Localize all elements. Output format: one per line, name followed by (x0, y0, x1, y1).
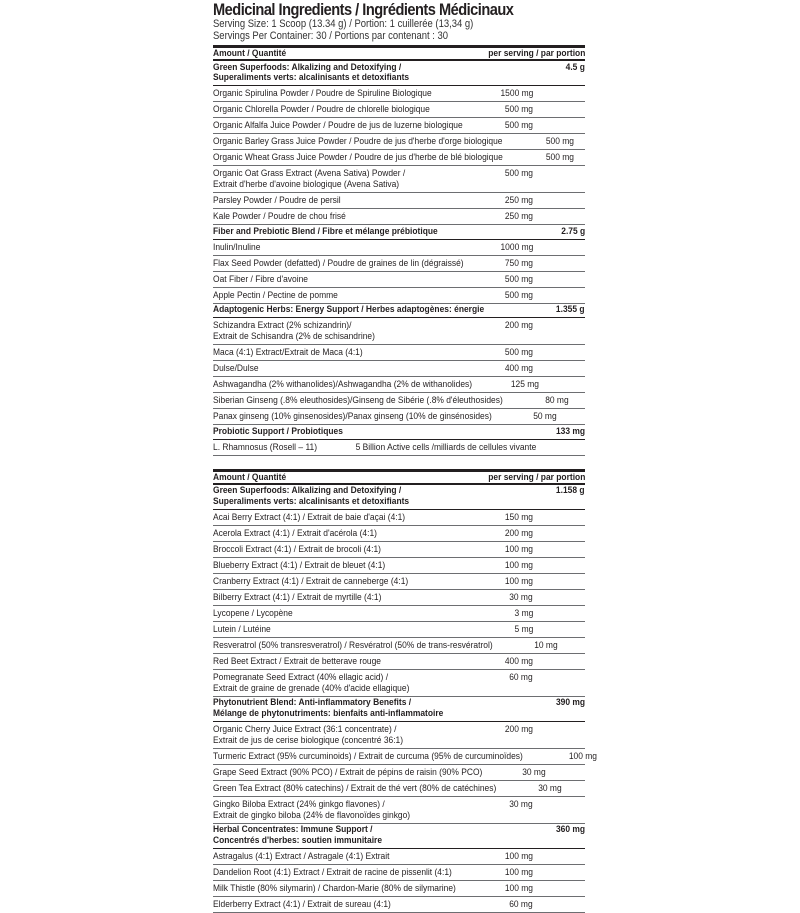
ingredient-amount-value: 3 mg (514, 607, 533, 619)
ingredient-name (213, 592, 477, 603)
text-line: Superaliments verts: alcalinisants et detoxifiants (213, 495, 410, 507)
ingredient-row (213, 393, 585, 409)
ingredient-table (213, 469, 598, 913)
ingredient-amount (477, 851, 585, 862)
text-line: Adaptogenic Herbs: Energy Support / Herbes adaptogènes: énergie (213, 304, 485, 315)
text-line: Flax Seed Powder (defatted) / Poudre de graines de lin (dégraissé) (213, 257, 464, 269)
ingredient-row (213, 345, 585, 361)
ingredient-name-text (213, 528, 377, 539)
ingredient-name-text (213, 195, 341, 206)
ingredient-amount-value: 200 mg (504, 723, 533, 735)
text-line: Inulin/Inuline (213, 241, 261, 253)
servings-per-container: Servings Per Container: 30 / Portions par contenant : 30 (213, 29, 449, 42)
ingredient-amount (477, 672, 585, 694)
ingredient-name (213, 656, 477, 667)
ingredient-amount (477, 512, 585, 523)
ingredient-name (213, 442, 331, 453)
ingredient-amount-value: 125 mg (511, 379, 540, 390)
ingredient-amount (542, 136, 626, 147)
ingredient-name (213, 799, 477, 821)
ingredient-amount (477, 211, 585, 222)
ingredient-name-text (213, 656, 381, 667)
ingredient-amount-value: 30 mg (509, 798, 533, 810)
ingredient-name-text (213, 867, 452, 878)
ingredient-name-text (213, 883, 456, 894)
text-line: Bilberry Extract (4:1) / Extrait de myrtille (4:1) (213, 591, 382, 603)
text-line: Broccoli Extract (4:1) / Extrait de brocoli (4:1) (213, 543, 381, 555)
ingredient-name (213, 883, 489, 894)
ingredient-name-text (213, 395, 503, 406)
ingredient-name (213, 211, 477, 222)
text-line: Organic Chlorella Powder / Poudre de chlorelle biologique (213, 104, 430, 115)
ingredient-amount-value: 500 mg (504, 289, 533, 301)
ingredient-name-text (213, 724, 403, 746)
ingredient-row (213, 240, 585, 256)
section-header-row (213, 425, 585, 440)
ingredient-name (213, 168, 477, 190)
ingredient-amount-value: 400 mg (504, 655, 533, 667)
ingredient-name (213, 88, 477, 99)
ingredient-amount-value: 10 mg (533, 639, 558, 651)
ingredient-amount (530, 411, 609, 422)
ingredient-row (213, 86, 585, 102)
ingredient-amount-value: 100 mg (504, 850, 533, 862)
text-line: Maca (4:1) Extract/Extrait de Maca (4:1) (213, 347, 363, 358)
ingredient-amount-value: 100 mg (504, 866, 533, 878)
text-line: Blueberry Extract (4:1) / Extrait de bleuet (4:1) (213, 559, 386, 571)
ingredient-amount-value: 400 mg (504, 363, 533, 374)
ingredient-row (213, 361, 585, 377)
ingredient-amount (477, 320, 585, 342)
ingredient-amount (477, 656, 585, 667)
ingredient-amount (477, 347, 585, 358)
ingredient-name-text (213, 320, 375, 342)
text-line: Phytonutrient Blend: Anti-inflammatory Benefits / (213, 697, 412, 708)
ingredient-name-text (213, 799, 410, 821)
ingredient-name (213, 512, 477, 523)
ingredient-amount (477, 363, 585, 374)
ingredient-amount-value: 30 mg (538, 782, 562, 794)
ingredient-row (213, 670, 585, 697)
section-total-value: 133 mg (555, 425, 585, 437)
text-line: Mélange de phytonutriments: bienfaits anti-inflammatoire (213, 707, 444, 719)
section-title (213, 825, 552, 846)
ingredient-name (213, 867, 484, 878)
section-title-text (213, 305, 484, 316)
ingredient-name-text (213, 104, 430, 115)
ingredient-amount (477, 592, 585, 603)
ingredient-amount (565, 751, 649, 762)
ingredient-row (213, 749, 598, 765)
ingredient-name (213, 899, 477, 910)
ingredient-row (213, 654, 585, 670)
ingredient-amount-value: 200 mg (504, 527, 533, 539)
ingredient-name-text (213, 576, 408, 587)
text-line: Extrait de Schisandra (2% de schisandrine) (213, 331, 375, 342)
ingredient-row (213, 849, 585, 865)
section-title-text (213, 427, 343, 438)
table-header-row (213, 48, 585, 61)
text-line: Panax ginseng (10% ginsenosides)/Panax ginseng (10% de ginsénosides) (213, 411, 492, 422)
text-line: Concentrés d'herbes: soutien immunitaire (213, 834, 383, 846)
ingredient-row (213, 118, 585, 134)
ingredient-row (213, 209, 585, 225)
ingredient-name (213, 347, 477, 358)
text-line: Resveratrol (50% transresveratrol) / Resvératrol (50% de trans-resvératrol) (213, 639, 493, 651)
ingredient-name-text (213, 751, 523, 762)
section-title (213, 63, 563, 84)
ingredient-name (213, 560, 477, 571)
text-line: Acerola Extract (4:1) / Extrait d'acérola (4:1) (213, 527, 377, 539)
ingredient-name (213, 363, 477, 374)
ingredient-name-text (213, 290, 338, 301)
ingredient-amount (477, 242, 585, 253)
text-line: Organic Oat Grass Extract (Avena Sativa) Powder / (213, 168, 406, 179)
ingredient-row (213, 622, 585, 638)
ingredient-amount-value: 100 mg (504, 575, 533, 587)
text-line: Gingko Biloba Extract (24% ginkgo flavones) / (213, 798, 385, 810)
text-line: Extrait d'herbe d'avoine biologique (Avena Sativa) (213, 179, 400, 190)
ingredient-name-text (213, 851, 389, 862)
text-line: Green Superfoods: Alkalizing and Detoxifying / (213, 61, 402, 73)
ingredient-amount-value: 500 mg (504, 104, 533, 115)
ingredient-amount (498, 258, 585, 269)
ingredient-row (213, 606, 585, 622)
ingredient-name (213, 136, 542, 147)
ingredient-name (213, 724, 477, 746)
section-total (563, 63, 585, 84)
ingredient-name (213, 608, 477, 619)
ingredient-amount-value: 500 mg (504, 120, 533, 131)
ingredient-name-text (213, 544, 381, 555)
ingredient-name (213, 290, 477, 301)
ingredient-amount-value: 750 mg (504, 257, 533, 269)
ingredient-row (213, 722, 585, 749)
section-total-value: 2.75 g (561, 225, 585, 237)
text-line: Red Beet Extract / Extrait de betterave rouge (213, 655, 382, 667)
ingredient-name (213, 672, 477, 694)
ingredient-name (213, 544, 477, 555)
ingredient-amount-value: 100 mg (504, 882, 533, 894)
ingredient-name-text (213, 363, 259, 374)
ingredient-name-text (213, 640, 493, 651)
column-header-per-serving: per serving / par portion (487, 471, 585, 483)
ingredient-row (213, 272, 585, 288)
text-line: Milk Thistle (80% silymarin) / Chardon-Marie (80% de silymarine) (213, 882, 456, 894)
section-header-row (213, 61, 585, 86)
ingredient-name-text (213, 442, 317, 453)
text-line: Extrait de gingko biloba (24% de flavonoïdes ginkgo) (213, 809, 411, 821)
text-line: Parsley Powder / Poudre de persil (213, 195, 341, 206)
ingredient-name (213, 379, 507, 390)
ingredient-row (213, 510, 585, 526)
ingredient-amount-value: 60 mg (509, 898, 533, 910)
ingredient-amount-value: 500 mg (504, 273, 533, 285)
ingredient-name (213, 411, 530, 422)
section-total (552, 825, 585, 846)
text-line: Probiotic Support / Probiotiques (213, 425, 343, 437)
table-gap (213, 456, 585, 469)
ingredient-amount (477, 608, 585, 619)
ingredient-amount (535, 783, 614, 794)
ingredient-name-text (213, 560, 385, 571)
text-line: Turmeric Extract (95% curcuminoids) / Extrait de curcuma (95% de curcuminoïdes) (213, 750, 523, 762)
ingredient-amount-value: 200 mg (504, 320, 533, 331)
ingredient-amount (477, 195, 585, 206)
text-line: Kale Powder / Poudre de chou frisé (213, 211, 346, 222)
section-title-text (213, 698, 443, 719)
section-total-value: 4.5 g (565, 61, 585, 73)
section-title-text (213, 63, 409, 84)
ingredient-name-text (213, 152, 503, 163)
ingredient-name-text (213, 347, 363, 358)
section-header-row (213, 824, 585, 849)
ingredient-name-text (213, 211, 346, 222)
section-total-value: 360 mg (555, 824, 585, 835)
ingredient-amount (531, 640, 610, 651)
ingredient-name-text (213, 120, 463, 131)
ingredient-row (213, 558, 585, 574)
ingredient-amount (477, 624, 585, 635)
ingredient-row (213, 574, 585, 590)
ingredient-amount (477, 724, 585, 746)
text-line: Schizandra Extract (2% schizandrin)/ (213, 320, 352, 331)
ingredient-row (213, 440, 585, 456)
section-header-row (213, 304, 585, 319)
text-line: Organic Barley Grass Juice Powder / Poudre de jus d'herbe d'orge biologique (213, 136, 503, 147)
text-line: Green Superfoods: Alkalizing and Detoxifying / (213, 485, 402, 496)
ingredient-name (213, 851, 477, 862)
ingredient-row (213, 881, 585, 897)
ingredient-name (213, 258, 498, 269)
text-line: Herbal Concentrates: Immune Support / (213, 824, 373, 835)
ingredient-row (213, 134, 585, 150)
ingredient-amount (331, 442, 588, 453)
text-line: Extrait de jus de cerise biologique (concentré 36:1) (213, 734, 404, 746)
text-line: Pomegranate Seed Extract (40% ellagic acid) / (213, 671, 389, 683)
ingredient-name-text (213, 624, 271, 635)
section-title (213, 698, 552, 719)
ingredient-amount (477, 560, 585, 571)
ingredient-row (213, 526, 585, 542)
ingredient-name (213, 104, 477, 115)
text-line: Organic Cherry Juice Extract (36:1 concentrate) / (213, 723, 397, 735)
column-header-per-serving: per serving / par portion (487, 48, 585, 59)
ingredient-name (213, 624, 477, 635)
text-line: Organic Alfalfa Juice Powder / Poudre de jus de luzerne biologique (213, 120, 463, 131)
ingredient-row (213, 102, 585, 118)
ingredient-row (213, 318, 585, 345)
section-total (552, 698, 585, 719)
ingredient-amount-value: 50 mg (533, 411, 557, 422)
ingredient-name (213, 120, 497, 131)
ingredient-name-text (213, 767, 482, 778)
ingredient-amount-value: 100 mg (504, 559, 533, 571)
ingredient-table (213, 45, 585, 456)
ingredient-amount-value: 250 mg (504, 195, 533, 206)
ingredient-amount-value: 100 mg (568, 750, 598, 762)
ingredient-amount (542, 152, 626, 163)
ingredient-amount-value: 80 mg (545, 395, 569, 406)
ingredient-row (213, 765, 585, 781)
ingredient-amount-value: 500 mg (504, 347, 533, 358)
ingredient-amount-value: 250 mg (504, 211, 533, 222)
ingredient-row (213, 288, 585, 304)
ingredient-row (213, 193, 585, 209)
ingredient-row (213, 166, 585, 193)
ingredient-name (213, 274, 477, 285)
section-total (552, 427, 585, 438)
ingredient-name-text (213, 258, 464, 269)
ingredient-amount (477, 290, 585, 301)
ingredient-name (213, 195, 477, 206)
column-header-amount: Amount / Quantité (213, 471, 287, 483)
text-line: Astragalus (4:1) Extract / Astragale (4:1) Extrait (213, 850, 390, 862)
section-title-text (213, 486, 409, 507)
section-total (552, 486, 585, 507)
ingredient-name (213, 395, 542, 406)
text-line: Acai Berry Extract (4:1) / Extrait de baie d'açai (4:1) (213, 511, 406, 523)
ingredient-amount-value: 100 mg (504, 543, 533, 555)
section-total-value: 1.355 g (556, 304, 585, 315)
ingredient-name (213, 767, 519, 778)
section-title (213, 427, 552, 438)
section-header-row (213, 697, 585, 722)
ingredient-amount (519, 767, 598, 778)
ingredient-amount (542, 395, 621, 406)
ingredient-name (213, 576, 477, 587)
text-line: Oat Fiber / Fibre d'avoine (213, 273, 308, 285)
text-line: Fiber and Prebiotic Blend / Fibre et mélange prébiotique (213, 225, 438, 237)
ingredient-name-text (213, 783, 496, 794)
text-line: Cranberry Extract (4:1) / Extrait de canneberge (4:1) (213, 575, 409, 587)
text-line: Lutein / Lutéine (213, 623, 271, 635)
text-line: Ashwagandha (2% withanolides)/Ashwagandha (2% de withanolides) (213, 379, 473, 390)
page-title: Medicinal Ingredients / Ingrédients Médicinaux (213, 0, 514, 19)
ingredient-amount-value: 150 mg (504, 511, 533, 523)
ingredient-amount-value: 1000 mg (500, 241, 533, 253)
ingredient-amount (477, 799, 585, 821)
ingredient-amount-value: 500 mg (504, 168, 533, 179)
column-header-amount: Amount / Quantité (213, 48, 287, 59)
ingredient-name (213, 640, 531, 651)
ingredient-row (213, 638, 585, 654)
text-line: Dulse/Dulse (213, 363, 259, 374)
ingredient-name-text (213, 274, 308, 285)
ingredient-amount (477, 274, 585, 285)
ingredient-name (213, 528, 477, 539)
text-line: Superaliments verts: alcalinisants et detoxifiants (213, 72, 410, 83)
section-total (552, 305, 585, 316)
section-header-row (213, 485, 585, 510)
ingredient-row (213, 256, 585, 272)
text-line: Organic Spirulina Powder / Poudre de Spiruline Biologique (213, 88, 432, 99)
ingredient-amount (489, 883, 585, 894)
text-line: Elderberry Extract (4:1) / Extrait de sureau (4:1) (213, 898, 391, 910)
ingredient-name-text (213, 592, 381, 603)
ingredient-amount-value: 500 mg (546, 152, 575, 163)
text-line: Organic Wheat Grass Juice Powder / Poudre de jus d'herbe de blé biologique (213, 152, 503, 163)
text-line: Grape Seed Extract (90% PCO) / Extrait de pépins de raisin (90% PCO) (213, 766, 483, 778)
text-line: Siberian Ginseng (.8% eleuthosides)/Ginseng de Sibérie (.8% d'éleuthosides) (213, 395, 503, 406)
section-total-value: 390 mg (555, 697, 585, 708)
ingredient-name-text (213, 672, 409, 694)
ingredient-amount (477, 528, 585, 539)
ingredient-name-text (213, 899, 391, 910)
ingredient-name (213, 751, 565, 762)
section-header-row (213, 225, 585, 240)
text-line: Extrait de graine de grenade (40% d'acide ellagique) (213, 682, 410, 694)
ingredient-amount-value: 30 mg (509, 591, 533, 603)
section-title-text (213, 227, 438, 238)
serving-size: Serving Size: 1 Scoop (13.34 g) / Portion: 1 cuillerée (13,34 g) (213, 18, 474, 30)
ingredient-name-text (213, 512, 405, 523)
section-title-text (213, 825, 382, 846)
ingredient-amount-value: 500 mg (545, 136, 574, 147)
ingredient-row (213, 377, 585, 393)
table-header-row (213, 472, 585, 485)
ingredient-name-text (213, 411, 492, 422)
ingredient-row (213, 781, 585, 797)
ingredient-name-text (213, 379, 472, 390)
ingredient-name-text (213, 242, 260, 253)
ingredient-amount-value: 5 mg (514, 623, 533, 635)
text-line: Apple Pectin / Pectine de pomme (213, 289, 338, 301)
ingredient-amount (477, 88, 585, 99)
text-line: Dandelion Root (4:1) Extract / Extrait de racine de pissenlit (4:1) (213, 866, 452, 878)
ingredient-amount (477, 544, 585, 555)
ingredient-amount (477, 899, 585, 910)
ingredient-name (213, 242, 477, 253)
ingredient-name (213, 783, 535, 794)
text-line: Green Tea Extract (80% catechins) / Extrait de thé vert (80% de catéchines) (213, 782, 497, 794)
section-total (558, 227, 585, 238)
ingredient-amount-value: 5 Billion Active cells /milliards de cellules vivante (355, 441, 537, 453)
ingredient-row (213, 590, 585, 606)
ingredient-row (213, 797, 585, 824)
section-title (213, 227, 558, 238)
ingredient-row (213, 897, 585, 913)
ingredient-amount (477, 168, 585, 190)
ingredient-name-text (213, 168, 405, 190)
text-line: Lycopene / Lycopène (213, 607, 293, 619)
ingredient-amount-value: 30 mg (522, 766, 546, 778)
ingredients-panel (213, 0, 598, 913)
ingredient-amount-value: 1500 mg (500, 88, 533, 99)
section-title (213, 305, 552, 316)
ingredient-row (213, 542, 585, 558)
ingredient-amount (484, 867, 585, 878)
ingredient-name-text (213, 608, 293, 619)
ingredient-name-text (213, 88, 432, 99)
ingredient-amount (507, 379, 591, 390)
ingredient-name (213, 320, 477, 342)
ingredient-row (213, 150, 585, 166)
ingredient-amount (477, 576, 585, 587)
ingredient-name-text (213, 136, 503, 147)
section-total-value: 1.158 g (556, 485, 585, 496)
ingredient-row (213, 409, 585, 425)
section-title (213, 486, 552, 507)
ingredient-amount-value: 60 mg (509, 671, 533, 683)
ingredient-amount (497, 120, 585, 131)
ingredient-name (213, 152, 542, 163)
ingredient-tables (213, 45, 598, 913)
ingredient-amount (477, 104, 585, 115)
ingredient-row (213, 865, 585, 881)
text-line: L. Rhamnosus (Rosell – 11) (213, 441, 318, 453)
